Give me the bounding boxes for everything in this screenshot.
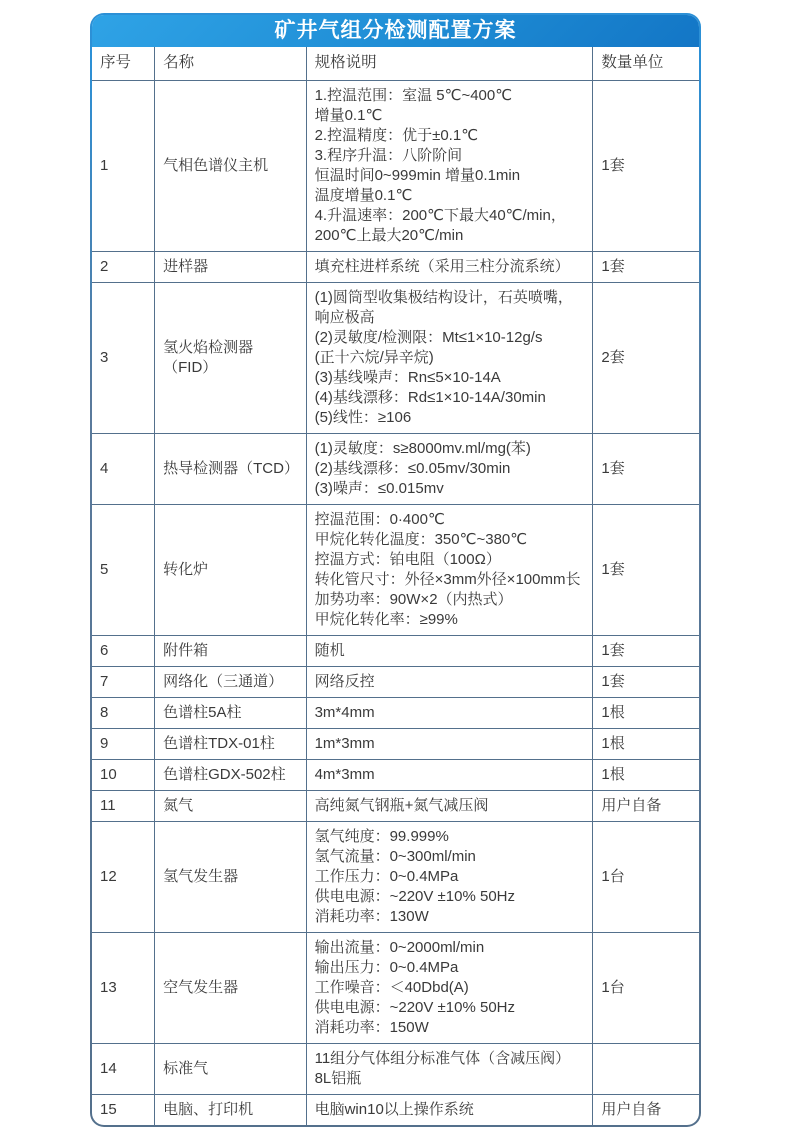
row-name: 色谱柱GDX-502柱 <box>155 759 306 790</box>
spec-line: (1)灵敏度：s≥8000mv.ml/mg(苯) <box>314 439 531 457</box>
row-spec <box>306 666 593 697</box>
row-spec <box>306 932 593 1043</box>
spec-line: 恒温时间0~999min 增量0.1min <box>314 166 521 184</box>
table-row <box>92 80 699 251</box>
table-row <box>92 635 699 666</box>
spec-line: 4.升温速率：200℃下最大40℃/min， <box>314 206 566 224</box>
row-name: 色谱柱TDX-01柱 <box>155 728 306 759</box>
row-spec <box>306 821 593 932</box>
table-row <box>92 821 699 932</box>
table-row <box>92 666 699 697</box>
spec-table-container <box>92 15 699 1125</box>
spec-line: 填充柱进样系统（采用三柱分流系统） <box>314 257 570 275</box>
row-qty: 1套 <box>593 635 699 666</box>
spec-line: (2)基线漂移：≤0.05mv/30min <box>314 459 511 477</box>
row-seq: 4 <box>92 433 155 504</box>
spec-line: 供电电源：~220V ±10% 50Hz <box>314 998 515 1016</box>
spec-line: 控温范围：0·400℃ <box>314 510 445 528</box>
spec-line: 工作压力：0~0.4MPa <box>314 867 459 885</box>
row-name: 网络化（三通道） <box>155 666 306 697</box>
spec-line: 随机 <box>314 641 345 659</box>
spec-line: 4m*3mm <box>314 765 375 783</box>
row-seq: 12 <box>92 821 155 932</box>
spec-line: (5)线性：≥106 <box>314 408 412 426</box>
row-spec <box>306 1043 593 1094</box>
row-spec <box>306 282 593 433</box>
row-qty: 1套 <box>593 504 699 635</box>
spec-line: 控温方式：铂电阻（100Ω） <box>314 550 501 568</box>
row-seq: 9 <box>92 728 155 759</box>
row-spec <box>306 697 593 728</box>
row-spec <box>306 728 593 759</box>
spec-line: 电脑win10以上操作系统 <box>314 1100 474 1118</box>
row-seq: 2 <box>92 251 155 282</box>
spec-line: 高纯氮气钢瓶+氮气减压阀 <box>314 796 489 814</box>
spec-line: 甲烷化转化率：≥99% <box>314 610 458 628</box>
spec-line: 3.程序升温：八阶阶间 <box>314 146 463 164</box>
row-qty: 2套 <box>593 282 699 433</box>
row-qty: 用户自备 <box>593 1094 699 1125</box>
table-title: 矿井气组分检测配置方案 <box>92 15 699 47</box>
spec-line: 2.控温精度：优于±0.1℃ <box>314 126 479 144</box>
spec-line: 加势功率：90W×2（内热式） <box>314 590 513 608</box>
spec-line: (3)基线噪声：Rn≤5×10-14A <box>314 368 501 386</box>
row-seq: 1 <box>92 80 155 251</box>
spec-table-frame <box>90 13 701 1127</box>
spec-line: (2)灵敏度/检测限：Mt≤1×10-12g/s <box>314 328 543 346</box>
row-seq: 10 <box>92 759 155 790</box>
spec-line: 温度增量0.1℃ <box>314 186 413 204</box>
row-qty: 1套 <box>593 433 699 504</box>
spec-line: 工作噪音：＜40Dbd(A) <box>314 978 469 996</box>
row-spec <box>306 504 593 635</box>
spec-table <box>92 47 699 1125</box>
row-seq: 3 <box>92 282 155 433</box>
header-seq: 序号 <box>92 47 155 80</box>
spec-line: (1)圆筒型收集极结构设计，石英喷嘴， <box>314 288 573 306</box>
table-row <box>92 504 699 635</box>
row-name: 氢气发生器 <box>155 821 306 932</box>
spec-line: 200℃上最大20℃/min <box>314 226 464 244</box>
row-name: 气相色谱仪主机 <box>155 80 306 251</box>
spec-line: 11组分气体组分标准气体（含减压阀） <box>314 1049 571 1067</box>
row-spec <box>306 790 593 821</box>
row-qty: 1根 <box>593 697 699 728</box>
table-row <box>92 433 699 504</box>
spec-line: (3)噪声：≤0.015mv <box>314 479 444 497</box>
table-row <box>92 282 699 433</box>
row-qty: 1台 <box>593 821 699 932</box>
row-name: 转化炉 <box>155 504 306 635</box>
row-seq: 14 <box>92 1043 155 1094</box>
row-seq: 13 <box>92 932 155 1043</box>
row-spec <box>306 433 593 504</box>
row-name: 标准气 <box>155 1043 306 1094</box>
row-spec <box>306 635 593 666</box>
row-spec <box>306 759 593 790</box>
table-body <box>92 80 699 1125</box>
spec-line: 3m*4mm <box>314 703 375 721</box>
row-seq: 7 <box>92 666 155 697</box>
spec-line: 供电电源：~220V ±10% 50Hz <box>314 887 515 905</box>
row-qty <box>593 1043 699 1094</box>
spec-line: 响应极高 <box>314 308 375 326</box>
row-qty: 用户自备 <box>593 790 699 821</box>
row-qty: 1台 <box>593 932 699 1043</box>
row-name: 附件箱 <box>155 635 306 666</box>
spec-line: 消耗功率：130W <box>314 907 429 925</box>
row-spec <box>306 251 593 282</box>
row-qty: 1套 <box>593 251 699 282</box>
spec-line: 输出流量：0~2000ml/min <box>314 938 485 956</box>
table-row <box>92 932 699 1043</box>
header-row <box>92 47 699 80</box>
header-spec: 规格说明 <box>306 47 593 80</box>
table-row <box>92 697 699 728</box>
spec-line: 氢气纯度：99.999% <box>314 827 449 845</box>
spec-line: 1m*3mm <box>314 734 375 752</box>
table-row <box>92 1043 699 1094</box>
row-qty: 1根 <box>593 728 699 759</box>
row-name: 热导检测器（TCD） <box>155 433 306 504</box>
spec-line: (正十六烷/异辛烷) <box>314 348 434 366</box>
row-qty: 1根 <box>593 759 699 790</box>
spec-line: 网络反控 <box>314 672 375 690</box>
spec-line: 氢气流量：0~300ml/min <box>314 847 476 865</box>
table-row <box>92 728 699 759</box>
header-name: 名称 <box>155 47 306 80</box>
table-row <box>92 251 699 282</box>
row-qty: 1套 <box>593 80 699 251</box>
row-seq: 15 <box>92 1094 155 1125</box>
row-seq: 11 <box>92 790 155 821</box>
row-qty: 1套 <box>593 666 699 697</box>
row-seq: 5 <box>92 504 155 635</box>
spec-line: (4)基线漂移：Rd≤1×10-14A/30min <box>314 388 546 406</box>
header-qty: 数量单位 <box>593 47 699 80</box>
row-name: 电脑、打印机 <box>155 1094 306 1125</box>
row-name: 空气发生器 <box>155 932 306 1043</box>
table-row <box>92 790 699 821</box>
row-seq: 8 <box>92 697 155 728</box>
row-name: 色谱柱5A柱 <box>155 697 306 728</box>
spec-line: 转化管尺寸：外径×3mm外径×100mm长 <box>314 570 581 588</box>
spec-line: 1.控温范围：室温 5℃~400℃ <box>314 86 513 104</box>
table-row <box>92 759 699 790</box>
row-seq: 6 <box>92 635 155 666</box>
row-spec <box>306 80 593 251</box>
spec-line: 输出压力：0~0.4MPa <box>314 958 459 976</box>
spec-line: 增量0.1℃ <box>314 106 383 124</box>
row-spec <box>306 1094 593 1125</box>
spec-line: 消耗功率：150W <box>314 1018 429 1036</box>
table-row <box>92 1094 699 1125</box>
spec-line: 8L铝瓶 <box>314 1069 362 1087</box>
spec-line: 甲烷化转化温度：350℃~380℃ <box>314 530 528 548</box>
row-name: 进样器 <box>155 251 306 282</box>
row-name: 氮气 <box>155 790 306 821</box>
row-name: 氢火焰检测器（FID） <box>155 282 306 433</box>
